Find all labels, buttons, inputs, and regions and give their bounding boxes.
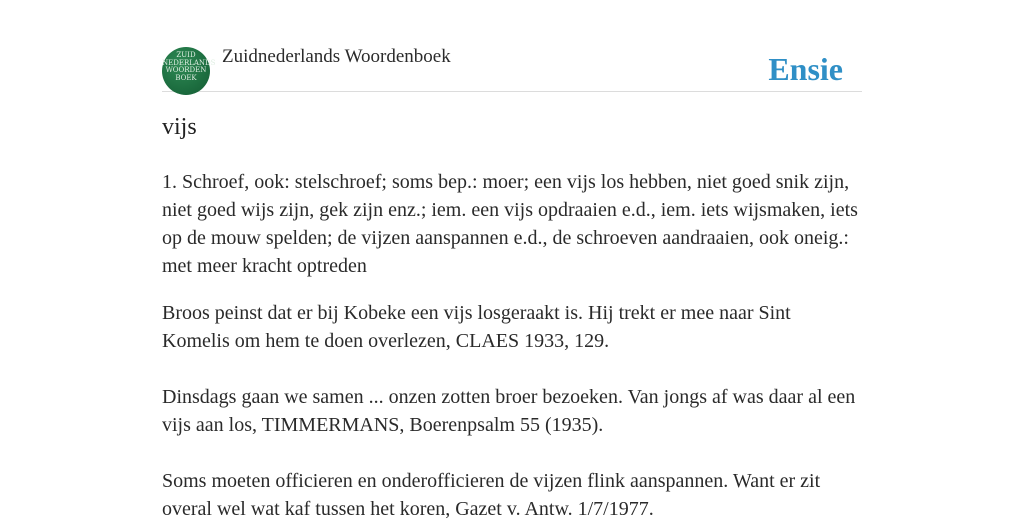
- logo-text-line: WOORDEN: [165, 66, 207, 74]
- logo-text-line: ZUID: [176, 51, 196, 59]
- citation-quote: Broos peinst dat er bij Kobeke een vijs losgeraakt is. Hij trekt er mee naar Sint Komelis om hem te doen overlezen, CLAES 1933, 129.: [162, 302, 791, 352]
- entry-definition: 1. Schroef, ook: stelschroef; soms bep.: moer; een vijs los hebben, niet goed snik zijn, niet goed wijs zijn, gek zijn enz.; iem. een vijs opdraaien e.d., iem. iets wijsmaken, iets op de mouw spelden; de vijzen aanspannen e.d., de schroeven aandraaien, ook oneig.: met meer kracht optreden: [162, 171, 858, 277]
- logo-text-line: BOEK: [175, 73, 197, 82]
- dictionary-name-link[interactable]: Zuidnederlands Woordenboek: [222, 46, 451, 67]
- logo-text-line: NEDERLANDS: [162, 58, 216, 67]
- header: [162, 44, 862, 92]
- ensie-brand-link[interactable]: Ensie: [768, 51, 843, 87]
- citation-quote: Soms moeten officieren en onderofficieren de vijzen flink aanspannen. Want er zit overal wel wat kaf tussen het koren, Gazet v. Antw. 1/7/1977.: [162, 470, 821, 520]
- dictionary-logo[interactable]: [162, 47, 216, 95]
- citation-quote: Dinsdags gaan we samen ... onzen zotten broer bezoeken. Van jongs af was daar al een vijs aan los, TIMMERMANS, Boerenpsalm 55 (1935).: [162, 386, 856, 436]
- entry-term: vijs: [162, 114, 197, 140]
